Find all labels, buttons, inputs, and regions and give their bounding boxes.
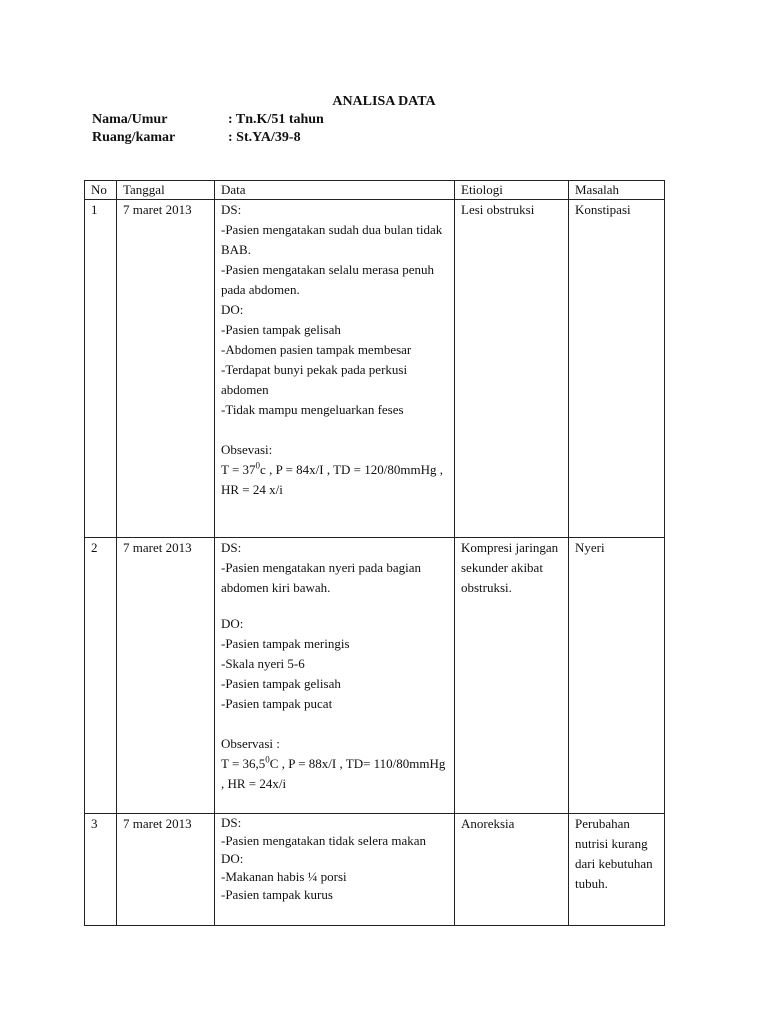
meta-label: Nama/Umur (92, 112, 168, 127)
meta-value: : Tn.K/51 tahun (228, 112, 324, 127)
ds-item: -Pasien mengatakan tidak selera makan (221, 833, 427, 848)
do-item: -Pasien tampak gelisah (221, 322, 341, 337)
do-item: -Makanan habis ¼ porsi (221, 869, 347, 884)
do-item: -Skala nyeri 5-6 (221, 656, 305, 671)
do-label: DO: (221, 616, 244, 631)
vital-temp: T = 37 (221, 462, 256, 477)
cell-tanggal: 7 maret 2013 (117, 200, 215, 538)
header-data: Data (215, 181, 455, 200)
cell-data (215, 200, 455, 538)
cell-etiologi: Kompresi jaringan sekunder akibat obstruksi. (455, 538, 569, 814)
degree-mark: 0 (255, 460, 261, 471)
meta-label: Ruang/kamar (92, 130, 176, 145)
ds-label: DS: (221, 815, 242, 830)
observation-vitals (221, 754, 448, 794)
degree-mark: 0 (265, 754, 270, 765)
meta-value: : St.YA/39-8 (228, 130, 301, 145)
vital-rest: C , P = 88x/I , TD= 110/80mmHg , HR = 24x/i (221, 756, 446, 791)
table-row (85, 200, 665, 538)
cell-masalah: Konstipasi (569, 200, 665, 538)
cell-etiologi: Lesi obstruksi (455, 200, 569, 538)
cell-no: 3 (85, 814, 117, 926)
do-item: -Tidak mampu mengeluarkan feses (221, 402, 404, 417)
table-header-row (85, 181, 665, 200)
do-label: DO: (221, 302, 244, 317)
cell-masalah: Nyeri (569, 538, 665, 814)
header-etiologi: Etiologi (455, 181, 569, 200)
cell-data (215, 814, 455, 926)
ds-label: DS: (221, 540, 242, 555)
cell-masalah: Perubahan nutrisi kurang dari kebutuhan tubuh. (569, 814, 665, 926)
vital-temp: T = 36,5 (221, 756, 266, 771)
observation-label: Obsevasi: (221, 442, 273, 457)
ds-item: -Pasien mengatakan sudah dua bulan tidak BAB. (221, 222, 443, 257)
cell-no: 2 (85, 538, 117, 814)
vital-rest: c , P = 84x/I , TD = 120/80mmHg , HR = 24 x/i (221, 462, 443, 497)
ds-item: -Pasien mengatakan selalu merasa penuh pada abdomen. (221, 262, 434, 297)
cell-etiologi: Anoreksia (455, 814, 569, 926)
do-item: -Pasien tampak pucat (221, 696, 333, 711)
ds-label: DS: (221, 202, 242, 217)
cell-data (215, 538, 455, 814)
do-item: -Terdapat bunyi pekak pada perkusi abdomen (221, 362, 408, 397)
cell-no: 1 (85, 200, 117, 538)
do-item: -Pasien tampak meringis (221, 636, 350, 651)
meta-ruang-kamar (92, 130, 301, 146)
meta-nama-umur (92, 112, 324, 128)
observation-vitals (221, 460, 448, 500)
header-no: No (85, 181, 117, 200)
ds-item: -Pasien mengatakan nyeri pada bagian abdomen kiri bawah. (221, 560, 421, 595)
cell-tanggal: 7 maret 2013 (117, 814, 215, 926)
do-item: -Abdomen pasien tampak membesar (221, 342, 412, 357)
table-row (85, 814, 665, 926)
cell-tanggal: 7 maret 2013 (117, 538, 215, 814)
observation-label: Observasi : (221, 736, 280, 751)
header-tanggal: Tanggal (117, 181, 215, 200)
document-title: ANALISA DATA (332, 94, 436, 109)
do-label: DO: (221, 851, 244, 866)
analysis-table (84, 180, 665, 926)
header-masalah: Masalah (569, 181, 665, 200)
do-item: -Pasien tampak kurus (221, 887, 333, 902)
table-row (85, 538, 665, 814)
do-item: -Pasien tampak gelisah (221, 676, 341, 691)
